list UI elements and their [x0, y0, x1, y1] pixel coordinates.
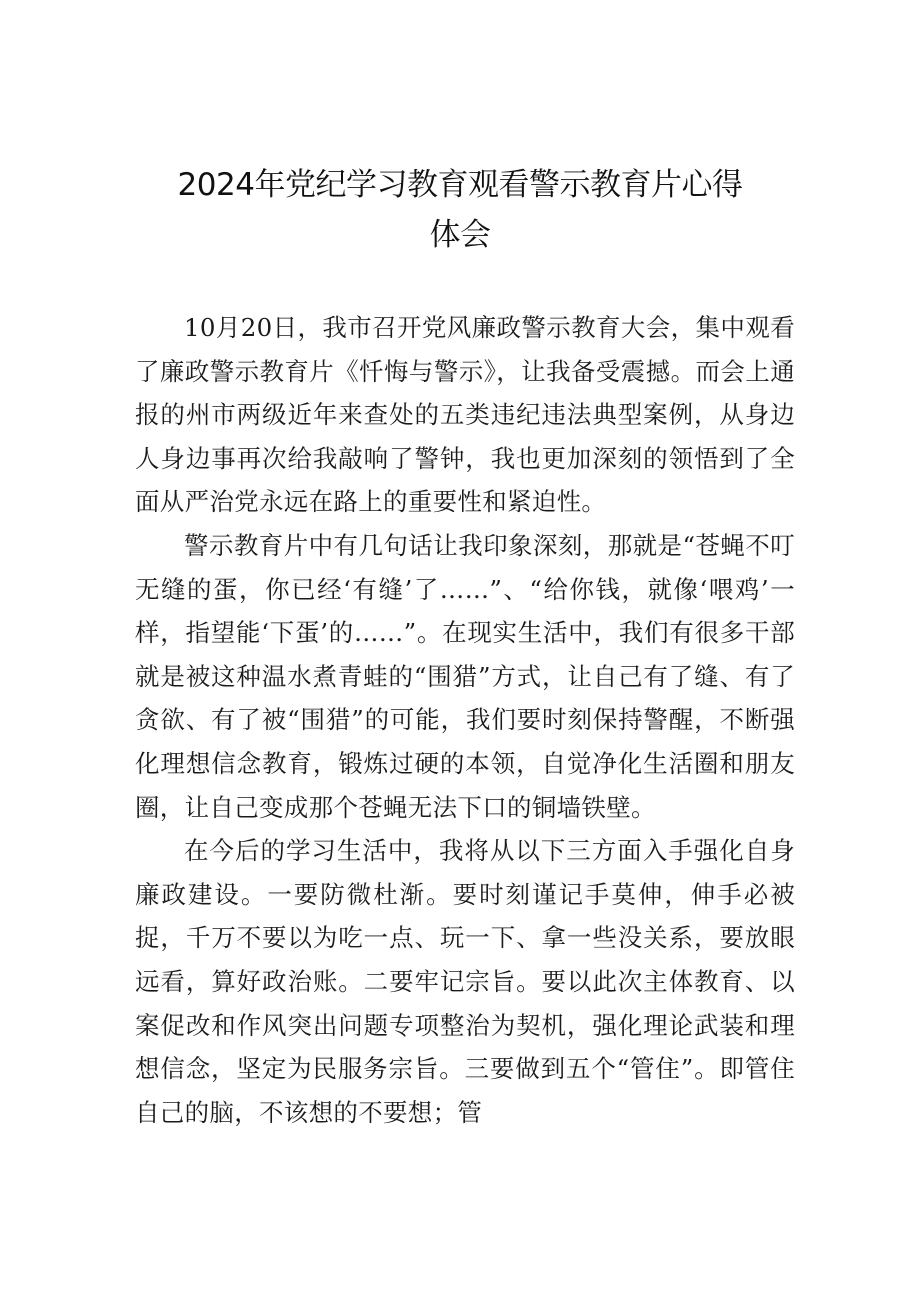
paragraph-1: 10月20日，我市召开党风廉政警示教育大会，集中观看了廉政警示教育片《忏悔与警示》，让我备受震撼。而会上通报的州市两级近年来查处的五类违纪违法典型案例，从身边人身边事再次给我敲响了警钟，我也更加深刻的领悟到了全面从严治党永远在路上的重要性和紧迫性。 — [135, 313, 795, 517]
document-title — [120, 160, 800, 260]
paragraph-3: 在今后的学习生活中，我将从以下三方面入手强化自身廉政建设。一要防微杜渐。要时刻谨记手莫伸，伸手必被捉，千万不要以为吃一点、玩一下、拿一些没关系，要放眼远看，算好政治账。二要牢记宗旨。要以此次主体教育、以案促改和作风突出问题专项整治为契机，强化理论武装和理想信念，坚定为民服务宗旨。三要做到五个“管住”。即管住自己的脑，不该想的不要想；管 — [135, 836, 795, 1127]
title-line-2: 体会 — [429, 217, 491, 253]
document-body — [135, 306, 795, 1134]
paragraph-2: 警示教育片中有几句话让我印象深刻，那就是“苍蝇不叮无缝的蛋，你已经‘有缝’了……”、“给你钱，就像‘喂鸡’一样，指望能‘下蛋’的……”。在现实生活中，我们有很多干部就是被这种温水煮青蛙的“围猎”方式，让自己有了缝、有了贪欲、有了被“围猎”的可能，我们要时刻保持警醒，不断强化理想信念教育，锻炼过硬的本领，自觉净化生活圈和朋友圈，让自己变成那个苍蝇无法下口的铜墙铁壁。 — [135, 530, 795, 822]
title-line-1: 2024年党纪学习教育观看警示教育片心得 — [177, 167, 743, 203]
